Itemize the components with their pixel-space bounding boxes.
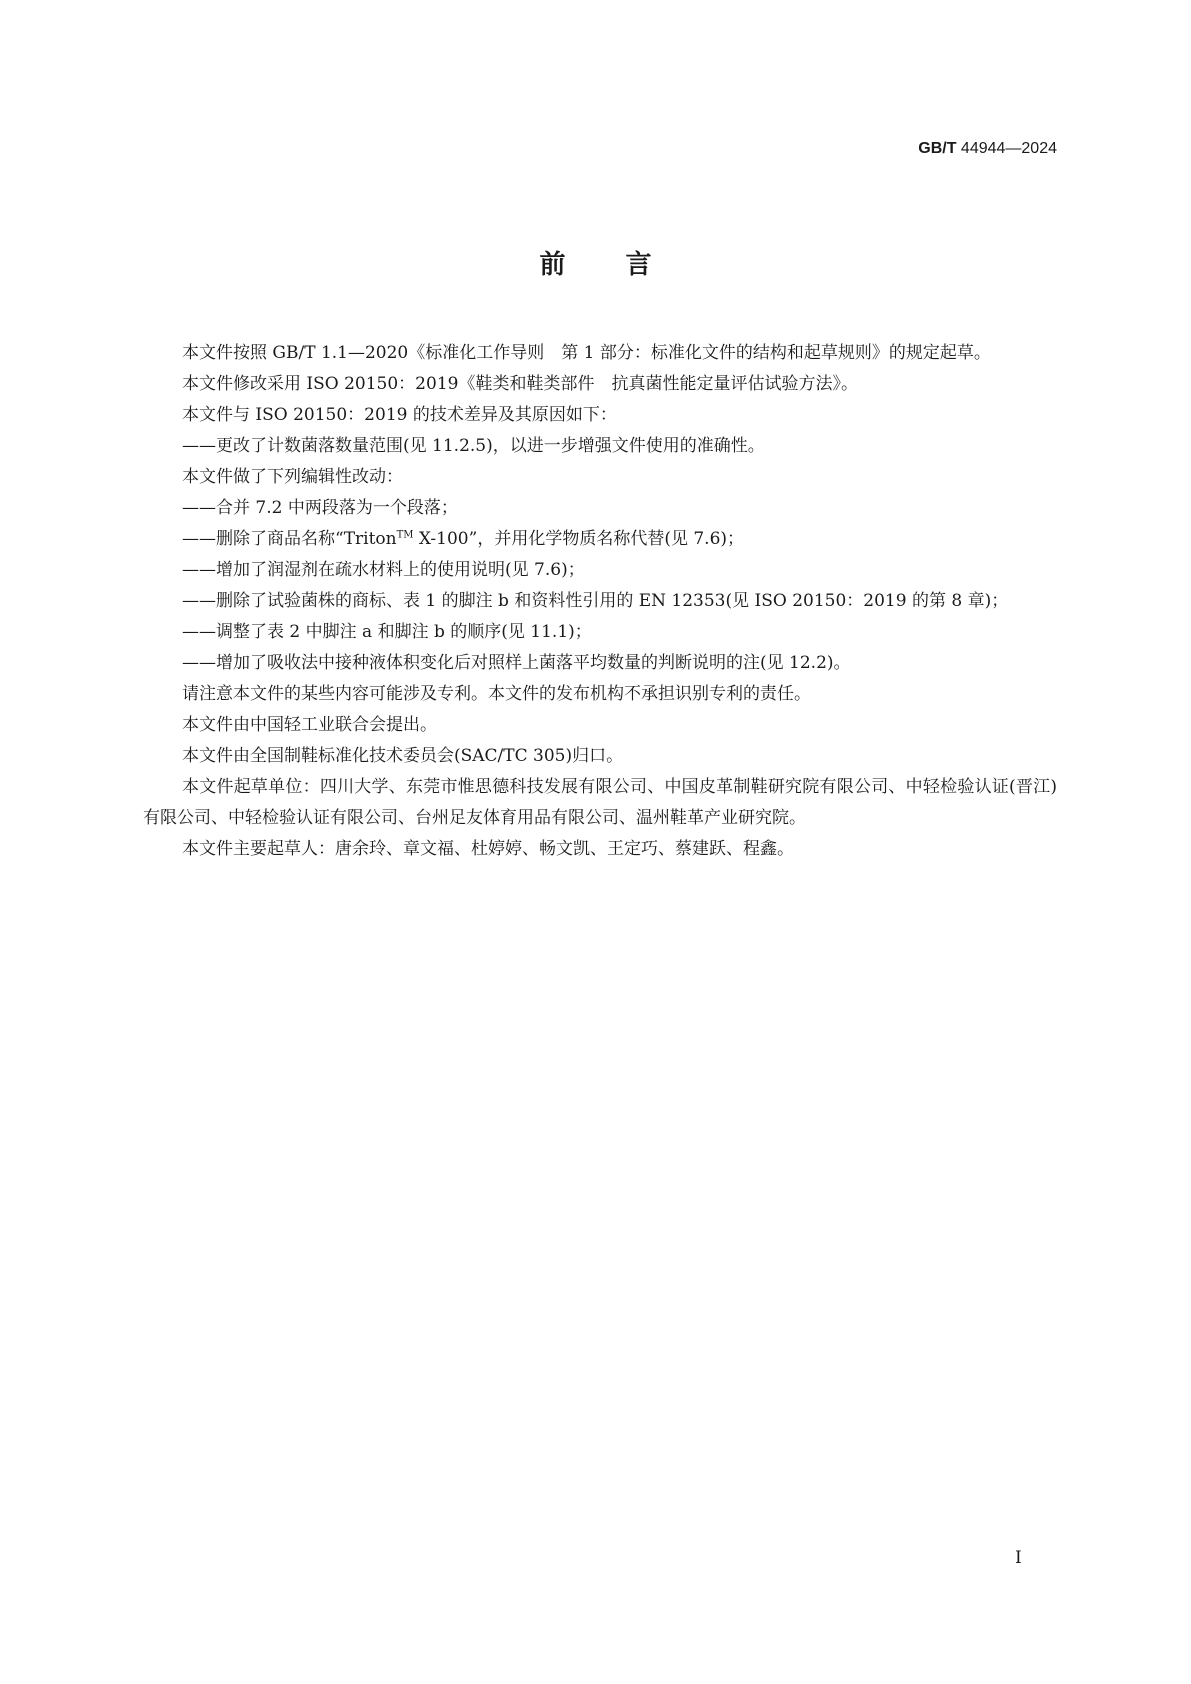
paragraph-editorial-changes: 本文件做了下列编辑性改动：	[182, 467, 403, 487]
list-item-text: X-100”，并用化学物质名称代替(见 7.6)；	[413, 529, 745, 549]
standard-code-number: 44944—2024	[956, 140, 1057, 157]
paragraph-technical-committee: 本文件由全国制鞋标准化技术委员会(SAC/TC 305)归口。	[182, 746, 624, 766]
trademark-superscript: TM	[396, 529, 414, 541]
list-item: ——更改了计数菌落数量范围(见 11.2.5)，以进一步增强文件使用的准确性。	[182, 436, 765, 456]
standard-code-prefix: GB/T	[918, 140, 957, 157]
list-item: ——合并 7.2 中两段落为一个段落；	[182, 498, 458, 518]
page-number: I	[1015, 1548, 1022, 1568]
paragraph-drafting-units: 本文件起草单位：四川大学、东莞市惟思德科技发展有限公司、中国皮革制鞋研究院有限公司、中轻检验认证(晋江)有限公司、中轻检验认证有限公司、台州足友体育用品有限公司、温州鞋革产业研究院。	[143, 777, 1057, 828]
list-item: ——增加了吸收法中接种液体积变化后对照样上菌落平均数量的判断说明的注(见 12.2)。	[182, 653, 851, 673]
foreword-body	[143, 338, 1057, 865]
list-item: ——调整了表 2 中脚注 a 和脚注 b 的顺序(见 11.1)；	[182, 622, 592, 642]
list-item-text: ——删除了商品名称“Triton	[182, 529, 397, 549]
list-item: ——删除了试验菌株的商标、表 1 的脚注 b 和资料性引用的 EN 12353(见 ISO 20150：2019 的第 8 章)；	[182, 591, 1009, 611]
paragraph-patent-notice: 请注意本文件的某些内容可能涉及专利。本文件的发布机构不承担识别专利的责任。	[182, 684, 811, 704]
paragraph-proposer: 本文件由中国轻工业联合会提出。	[182, 715, 437, 735]
paragraph-drafters: 本文件主要起草人：唐余玲、章文福、杜婷婷、畅文凯、王定巧、蔡建跃、程鑫。	[182, 839, 794, 859]
paragraph-drafting-rules: 本文件按照 GB/T 1.1—2020《标准化工作导则 第 1 部分：标准化文件的结构和起草规则》的规定起草。	[182, 343, 991, 363]
list-item	[143, 524, 1057, 555]
list-item: ——增加了润湿剂在疏水材料上的使用说明(见 7.6)；	[182, 560, 585, 580]
paragraph-technical-differences: 本文件与 ISO 20150：2019 的技术差异及其原因如下：	[182, 405, 617, 425]
standard-code	[918, 140, 1057, 158]
paragraph-adoption: 本文件修改采用 ISO 20150：2019《鞋类和鞋类部件 抗真菌性能定量评估试验方法》。	[182, 374, 858, 394]
page-title: 前言	[539, 250, 712, 280]
